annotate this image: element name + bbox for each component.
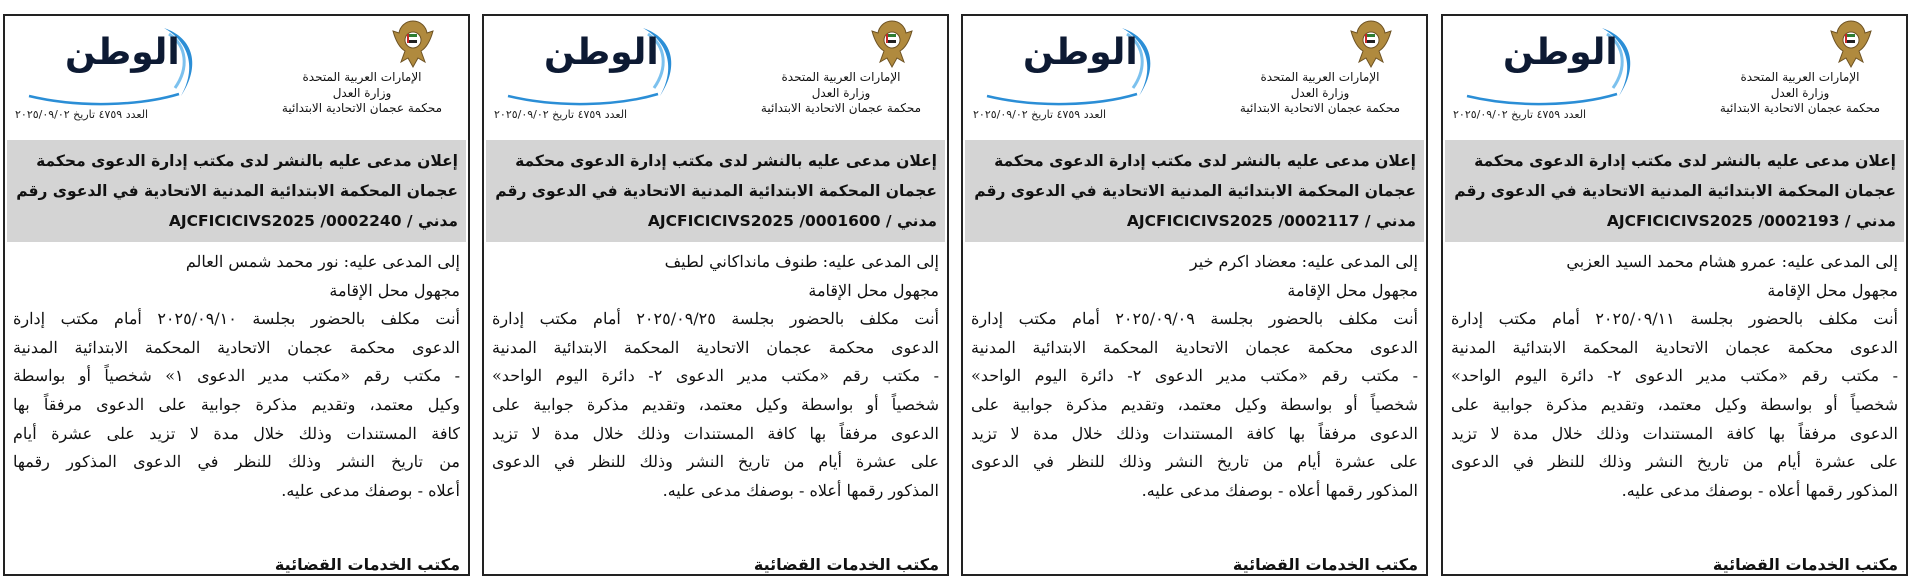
body-line: أنت مكلف بالحضور بجلسة ٢٠٢٥/٠٩/١١ أمام مكتب إدارة <box>1451 309 1898 329</box>
case-number: AJCFICICIVS2025 /0002193 / مدني <box>1606 212 1896 230</box>
ministry-name: وزارة العدل <box>1770 85 1830 100</box>
newspaper-name: الوطن <box>65 32 180 73</box>
title-line: إعلان مدعى عليه بالنشر لدى مكتب إدارة الدعوى محكمة <box>1474 152 1896 170</box>
notice-header <box>5 16 468 140</box>
alwatan-logo <box>498 26 698 104</box>
country-name: الإمارات العربية المتحدة <box>302 70 422 84</box>
body-line: المذكور رقمها أعلاه - بوصفك مدعى عليه. <box>662 480 939 500</box>
notice-header <box>484 16 947 140</box>
body-line: الدعوى محكمة عجمان الاتحادية المحكمة الابتدائية المدنية <box>971 337 1418 357</box>
court-name: محكمة عجمان الاتحادية الابتدائية <box>760 101 922 115</box>
notice-card <box>1441 14 1908 576</box>
footer-signature: مكتب الخدمات القضائية <box>274 555 460 574</box>
country-name: الإمارات العربية المتحدة <box>1740 70 1860 84</box>
title-line: عجمان المحكمة الابتدائية المدنية الاتحادية في الدعوى رقم <box>16 182 458 200</box>
title-line: إعلان مدعى عليه بالنشر لدى مكتب إدارة الدعوى محكمة <box>994 152 1416 170</box>
court-name: محكمة عجمان الاتحادية الابتدائية <box>1719 101 1881 115</box>
body-line: الدعوى مرفقاً بها كافة المستندات وذلك خلال مدة لا تزيد <box>1451 423 1898 443</box>
body-line: الدعوى محكمة عجمان الاتحادية المحكمة الابتدائية المدنية <box>13 337 460 357</box>
uae-emblem-icon <box>1346 18 1396 70</box>
defendant-line: إلى المدعى عليه: عمرو هشام محمد السيد العزبي <box>1566 252 1898 271</box>
country-name: الإمارات العربية المتحدة <box>1260 70 1380 84</box>
notice-title <box>1445 140 1904 242</box>
notice-header <box>963 16 1426 140</box>
notice-title <box>486 140 945 242</box>
body-line: شخصياً أو بواسطة وكيل معتمد، وتقديم مذكرة جوابية على <box>971 394 1418 414</box>
ministry-block <box>1220 70 1420 117</box>
residence-line: مجهول محل الإقامة <box>808 280 939 300</box>
court-name: محكمة عجمان الاتحادية الابتدائية <box>1239 101 1401 115</box>
residence-line: مجهول محل الإقامة <box>329 280 460 300</box>
title-line: إعلان مدعى عليه بالنشر لدى مكتب إدارة الدعوى محكمة <box>515 152 937 170</box>
title-line: عجمان المحكمة الابتدائية المدنية الاتحادية في الدعوى رقم <box>1454 182 1896 200</box>
body-line: وكيل معتمد، وتقديم مذكرة جوابية على الدعوى مرفقاً بها <box>13 394 460 414</box>
body-line: على عشرة أيام من تاريخ النشر وذلك للنظر في الدعوى <box>492 452 939 472</box>
body-line: - مكتب رقم «مكتب مدير الدعوى ٢- دائرة اليوم الواحد» <box>1451 366 1898 386</box>
ministry-name: وزارة العدل <box>1290 85 1350 100</box>
body-line: من تاريخ النشر وذلك للنظر في الدعوى المذكور رقمها <box>13 452 460 472</box>
title-line: عجمان المحكمة الابتدائية المدنية الاتحادية في الدعوى رقم <box>495 182 937 200</box>
body-line: أعلاه - بوصفك مدعى عليه. <box>281 480 460 500</box>
defendant-line: إلى المدعى عليه: معضاد اكرم خير <box>1189 252 1418 271</box>
footer-signature: مكتب الخدمات القضائية <box>753 555 939 574</box>
notice-body <box>963 242 1426 505</box>
body-line: شخصياً أو بواسطة وكيل معتمد، وتقديم مذكرة جوابية على <box>1451 394 1898 414</box>
body-line: على عشرة أيام من تاريخ النشر وذلك للنظر في الدعوى <box>971 452 1418 472</box>
issue-info: العدد ٤٧٥٩ تاريخ ٢٠٢٥/٠٩/٠٢ <box>494 108 628 121</box>
alwatan-logo <box>977 26 1177 104</box>
alwatan-logo <box>1457 26 1657 104</box>
notice-body <box>484 242 947 505</box>
footer-signature: مكتب الخدمات القضائية <box>1712 555 1898 574</box>
notice-body <box>5 242 468 505</box>
title-line: إعلان مدعى عليه بالنشر لدى مكتب إدارة الدعوى محكمة <box>36 152 458 170</box>
court-name: محكمة عجمان الاتحادية الابتدائية <box>281 101 443 115</box>
uae-emblem-icon <box>388 18 438 70</box>
notice-title <box>7 140 466 242</box>
alwatan-logo <box>19 26 219 104</box>
newspaper-name: الوطن <box>1023 32 1138 73</box>
ministry-name: وزارة العدل <box>332 85 392 100</box>
notice-body <box>1443 242 1906 505</box>
body-line: أنت مكلف بالحضور بجلسة ٢٠٢٥/٠٩/١٠ أمام مكتب إدارة <box>13 309 460 329</box>
ministry-name: وزارة العدل <box>811 85 871 100</box>
residence-line: مجهول محل الإقامة <box>1287 280 1418 300</box>
ministry-block <box>262 70 462 117</box>
case-number: AJCFICICIVS2025 /0002240 / مدني <box>168 212 458 230</box>
body-line: الدعوى محكمة عجمان الاتحادية المحكمة الابتدائية المدنية <box>492 337 939 357</box>
notice-title <box>965 140 1424 242</box>
defendant-line: إلى المدعى عليه: نور محمد شمس العالم <box>185 252 460 271</box>
notice-card <box>961 14 1428 576</box>
residence-line: مجهول محل الإقامة <box>1767 280 1898 300</box>
ministry-block <box>1700 70 1900 117</box>
newspaper-name: الوطن <box>1503 32 1618 73</box>
body-line: شخصياً أو بواسطة وكيل معتمد، وتقديم مذكرة جوابية على <box>492 394 939 414</box>
body-line: الدعوى مرفقاً بها كافة المستندات وذلك خلال مدة لا تزيد <box>492 423 939 443</box>
notice-header <box>1443 16 1906 140</box>
country-name: الإمارات العربية المتحدة <box>781 70 901 84</box>
body-line: أنت مكلف بالحضور بجلسة ٢٠٢٥/٠٩/٢٥ أمام مكتب إدارة <box>492 309 939 329</box>
issue-info: العدد ٤٧٥٩ تاريخ ٢٠٢٥/٠٩/٠٢ <box>973 108 1107 121</box>
issue-info: العدد ٤٧٥٩ تاريخ ٢٠٢٥/٠٩/٠٢ <box>15 108 149 121</box>
footer-signature: مكتب الخدمات القضائية <box>1232 555 1418 574</box>
defendant-line: إلى المدعى عليه: طنوف مانداكاني لطيف <box>664 252 939 271</box>
body-line: - مكتب رقم «مكتب مدير الدعوى ٢- دائرة اليوم الواحد» <box>971 366 1418 386</box>
body-line: الدعوى مرفقاً بها كافة المستندات وذلك خلال مدة لا تزيد <box>971 423 1418 443</box>
uae-emblem-icon <box>1826 18 1876 70</box>
body-line: - مكتب رقم «مكتب مدير الدعوى ٢- دائرة اليوم الواحد» <box>492 366 939 386</box>
case-number: AJCFICICIVS2025 /0001600 / مدني <box>647 212 937 230</box>
body-line: أنت مكلف بالحضور بجلسة ٢٠٢٥/٠٩/٠٩ أمام مكتب إدارة <box>971 309 1418 329</box>
issue-info: العدد ٤٧٥٩ تاريخ ٢٠٢٥/٠٩/٠٢ <box>1453 108 1587 121</box>
case-number: AJCFICICIVS2025 /0002117 / مدني <box>1126 212 1416 230</box>
notice-card <box>482 14 949 576</box>
body-line: على عشرة أيام من تاريخ النشر وذلك للنظر في الدعوى <box>1451 452 1898 472</box>
newspaper-name: الوطن <box>544 32 659 73</box>
body-line: المذكور رقمها أعلاه - بوصفك مدعى عليه. <box>1141 480 1418 500</box>
body-line: الدعوى محكمة عجمان الاتحادية المحكمة الابتدائية المدنية <box>1451 337 1898 357</box>
notice-card <box>3 14 470 576</box>
ministry-block <box>741 70 941 117</box>
uae-emblem-icon <box>867 18 917 70</box>
body-line: المذكور رقمها أعلاه - بوصفك مدعى عليه. <box>1621 480 1898 500</box>
body-line: كافة المستندات وذلك خلال مدة لا تزيد على عشرة أيام <box>13 423 460 443</box>
body-line: - مكتب رقم «مكتب مدير الدعوى ١» شخصياً أو بواسطة <box>13 366 460 386</box>
title-line: عجمان المحكمة الابتدائية المدنية الاتحادية في الدعوى رقم <box>974 182 1416 200</box>
